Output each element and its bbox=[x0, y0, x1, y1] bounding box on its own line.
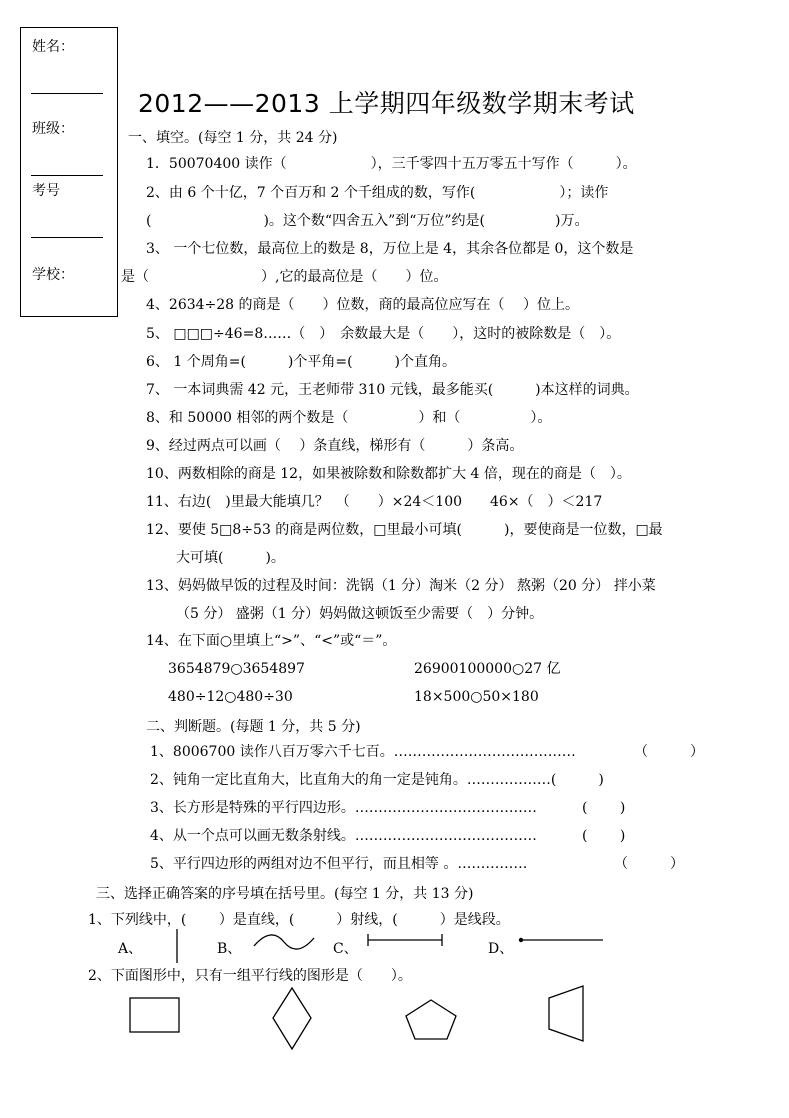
q9-line: 9、经过两点可以画（ ）条直线，梯形有（ ）条高。 bbox=[146, 438, 524, 454]
pentagon-shape bbox=[403, 998, 459, 1042]
q2-line-a: 2、由 6 个十亿，7 个百万和 2 个千组成的数，写作( ）；读作 bbox=[146, 185, 609, 201]
judge-item-4-dots: ………………………………… bbox=[354, 828, 537, 844]
option-c-segment bbox=[366, 932, 444, 948]
judge-item-5-dots: …………… bbox=[457, 856, 528, 872]
option-a-label: A、 bbox=[118, 941, 143, 957]
class-blank-line bbox=[31, 175, 103, 176]
judge-item-5 bbox=[150, 855, 527, 873]
choice-q2: 2、下面图形中，只有一组平行线的图形是（ ）。 bbox=[88, 968, 412, 984]
q12-line-a: 12、要使 5□8÷53 的商是两位数，□里最小可填( )，要使商是一位数，□最 bbox=[146, 522, 663, 538]
judge-item-4-bracket: ( ) bbox=[582, 828, 626, 844]
choice-q1: 1、下列线中，( ）是直线，( ）射线，( ）是线段。 bbox=[88, 912, 510, 928]
section1-header: 一、填空。(每空 1 分，共 24 分) bbox=[128, 130, 338, 146]
judge-item-5-bracket: （ ） bbox=[614, 856, 684, 872]
judge-item-1-bracket: （ ） bbox=[634, 744, 704, 760]
q13-line-b: （5 分） 盛粥（1 分）妈妈做这顿饭至少需要（ ）分钟。 bbox=[176, 606, 544, 622]
q10-line: 10、两数相除的商是 12，如果被除数和除数都扩大 4 倍，现在的商是（ ）。 bbox=[146, 466, 631, 482]
q4-line: 4、2634÷28 的商是（ ）位数，商的最高位应写在（ ）位上。 bbox=[146, 297, 579, 313]
q13-line-a: 13、妈妈做早饭的过程及时间：洗锅（1 分）淘米（2 分） 熬粥（20 分） 拌小菜 bbox=[146, 578, 656, 594]
judge-item-1-dots: ………………………………… bbox=[393, 744, 576, 760]
option-a-straight-line bbox=[170, 928, 184, 964]
compare-item-3: 480÷12○480÷30 bbox=[168, 689, 293, 705]
judge-item-3-text: 3、长方形是特殊的平行四边形。 bbox=[150, 800, 355, 816]
name-blank-line bbox=[31, 93, 103, 94]
q7-line: 7、 一本词典需 42 元，王老师带 310 元钱，最多能买( )本这样的词典。 bbox=[146, 382, 639, 398]
option-b-label: B、 bbox=[217, 941, 242, 957]
judge-item-2-dots: ……………… bbox=[466, 772, 551, 788]
section2-header: 二、判断题。(每题 1 分，共 5 分) bbox=[146, 719, 361, 735]
q2-line-b: ( )。这个数“四舍五入”到“万位”约是( )万。 bbox=[146, 213, 589, 229]
q3-line-b: 是（ ）,它的最高位是（ ）位。 bbox=[121, 269, 448, 285]
student-info-box bbox=[20, 27, 118, 317]
rectangle-shape bbox=[128, 996, 182, 1036]
judge-item-4 bbox=[150, 827, 537, 845]
judge-item-2-text: 2、钝角一定比直角大，比直角大的角一定是钝角。 bbox=[150, 772, 467, 788]
rhombus-shape bbox=[270, 986, 314, 1052]
q12-line-b: 大可填( )。 bbox=[176, 550, 285, 566]
class-label: 班级： bbox=[32, 121, 74, 137]
q3-line-a: 3、 一个七位数，最高位上的数是 8，万位上是 4，其余各位都是 0，这个数是 bbox=[146, 241, 634, 257]
judge-item-2 bbox=[150, 771, 604, 789]
q11-line: 11、右边( )里最大能填几？ （ ）×24＜100 46×（ ）＜217 bbox=[146, 494, 603, 510]
judge-item-1 bbox=[150, 743, 576, 761]
judge-item-3 bbox=[150, 799, 537, 817]
judge-item-3-dots: ………………………………… bbox=[354, 800, 537, 816]
judge-item-5-text: 5、平行四边形的两组对边不但平行，而且相等 。 bbox=[150, 856, 458, 872]
judge-item-3-bracket: ( ) bbox=[582, 800, 626, 816]
option-d-label: D、 bbox=[488, 941, 514, 957]
judge-item-2-bracket: ( ) bbox=[550, 772, 604, 788]
q6-line: 6、 1 个周角=( )个平角=( )个直角。 bbox=[146, 354, 457, 370]
judge-item-1-text: 1、8006700 读作八百万零六千七百。 bbox=[150, 744, 394, 760]
compare-item-4: 18×500○50×180 bbox=[414, 689, 539, 705]
q14-line: 14、在下面○里填上“>”、“<”或“＝”。 bbox=[146, 633, 397, 649]
section3-header: 三、选择正确答案的序号填在括号里。(每空 1 分，共 13 分) bbox=[96, 886, 474, 902]
q8-line: 8、和 50000 相邻的两个数是（ ）和（ ）。 bbox=[146, 410, 552, 426]
exam-id-label: 考号 bbox=[32, 183, 60, 199]
q1-line: 1．50070400 读作（ ），三千零四十五万零五十写作（ ）。 bbox=[146, 156, 637, 172]
q5-line: 5、 □□□÷46=8……（ ） 余数最大是（ ），这时的被除数是（ ）。 bbox=[146, 326, 621, 342]
name-label: 姓名： bbox=[32, 39, 74, 55]
exam-title: 2012——2013 上学期四年级数学期末考试 bbox=[138, 89, 635, 118]
option-b-curve bbox=[252, 930, 316, 954]
compare-item-1: 3654879○3654897 bbox=[168, 661, 305, 677]
compare-item-2: 26900100000○27 亿 bbox=[414, 661, 561, 677]
school-label: 学校： bbox=[32, 267, 74, 283]
option-c-label: C、 bbox=[333, 941, 358, 957]
trapezoid-shape bbox=[546, 984, 586, 1044]
option-d-ray bbox=[515, 932, 605, 948]
judge-item-4-text: 4、从一个点可以画无数条射线。 bbox=[150, 828, 355, 844]
exam-id-blank-line bbox=[31, 237, 103, 238]
